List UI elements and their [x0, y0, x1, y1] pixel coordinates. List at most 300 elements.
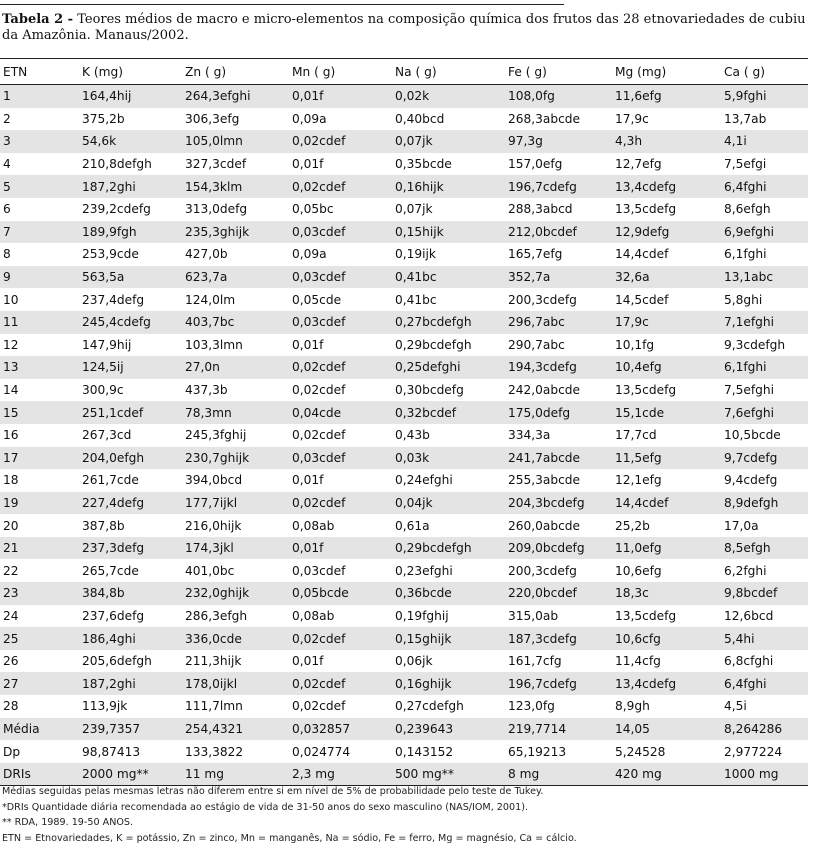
table-cell: 9,7cdefg	[721, 447, 808, 470]
table-cell: 200,3cdefg	[508, 292, 577, 307]
table-cell: 2,977224	[724, 744, 783, 759]
table-cell: 0,09a	[292, 247, 327, 262]
table-cell: 0,32bcdef	[392, 401, 505, 424]
table-cell: 12,7efg	[615, 157, 662, 172]
table-cell: 0,01f	[292, 654, 324, 669]
row-label-cell: 27	[0, 672, 79, 695]
table-cell: 6,9efghi	[721, 221, 808, 244]
table-cell: 0,02cdef	[292, 383, 346, 398]
table-cell: 6,4fghi	[721, 672, 808, 695]
table-cell: 174,3jkl	[182, 537, 289, 560]
table-cell: 336,0cde	[182, 627, 289, 650]
row-label-cell: 11	[0, 311, 79, 334]
table-cell: 97,3g	[505, 130, 612, 153]
table-cell: 11 mg	[182, 763, 289, 786]
table-cell: 5,8ghi	[724, 292, 763, 307]
table-cell: 175,0defg	[505, 401, 612, 424]
row-label-cell: DRIs	[0, 763, 79, 786]
table-cell: 313,0defg	[185, 202, 248, 217]
table-cell: 260,0abcde	[508, 518, 581, 533]
row-label-cell: 28	[3, 699, 19, 714]
table-cell: 13,5cdefg	[615, 383, 677, 398]
table-cell: 239,7357	[79, 718, 182, 741]
table-row	[0, 198, 808, 221]
table-cell: 212,0bcdef	[505, 221, 612, 244]
nutrient-table	[0, 58, 808, 786]
table-cell: 420 mg	[612, 763, 721, 786]
table-cell: 0,19ijk	[395, 247, 436, 262]
table-cell: 17,9c	[612, 311, 721, 334]
table-cell: 14,4cdef	[615, 247, 669, 262]
caption-label: Tabela 2 -	[2, 12, 74, 27]
table-row	[0, 718, 808, 741]
table-cell: 164,4hij	[79, 85, 182, 108]
table-row	[0, 627, 808, 650]
table-cell: 403,7bc	[182, 311, 289, 334]
table-cell: 245,3fghij	[185, 428, 247, 443]
table-cell: 0,27bcdefgh	[392, 311, 505, 334]
row-label-cell: 19	[0, 492, 79, 515]
table-caption	[2, 12, 812, 44]
table-cell: 0,143152	[395, 744, 454, 759]
table-cell: 623,7a	[182, 266, 289, 289]
table-cell: 189,9fgh	[79, 221, 182, 244]
table-cell: 290,7abc	[508, 337, 565, 352]
table-cell: 0,01f	[292, 473, 324, 488]
table-cell: 0,02cdef	[289, 627, 392, 650]
table-cell: 196,7cdefg	[505, 672, 612, 695]
table-cell: 2,3 mg	[289, 763, 392, 786]
table-cell: 11,5efg	[612, 447, 721, 470]
table-cell: 230,7ghijk	[182, 447, 289, 470]
table-cell: 209,0bcdefg	[505, 537, 612, 560]
table-cell: 196,7cdefg	[505, 175, 612, 198]
table-cell: 187,2ghi	[79, 672, 182, 695]
table-row	[0, 447, 808, 470]
table-cell: 8 mg	[505, 763, 612, 786]
column-header: Zn ( g)	[185, 64, 227, 79]
table-cell: 0,01f	[292, 157, 324, 172]
row-label-cell: 7	[0, 221, 79, 244]
table-cell: 0,02cdef	[289, 356, 392, 379]
table-cell: 17,9c	[615, 111, 649, 126]
table-cell: 211,3hijk	[185, 654, 242, 669]
table-cell: 177,7ijkl	[182, 492, 289, 515]
table-cell: 0,03cdef	[289, 221, 392, 244]
table-cell: 4,1i	[721, 130, 808, 153]
table-row	[0, 605, 808, 628]
table-cell: 5,9fghi	[721, 85, 808, 108]
table-cell: 0,16hijk	[392, 175, 505, 198]
table-cell: 187,2ghi	[79, 175, 182, 198]
table-cell: 267,3cd	[82, 428, 132, 443]
table-cell: 375,2b	[82, 111, 125, 126]
table-cell: 216,0hijk	[185, 518, 242, 533]
table-cell: 9,4cdefg	[724, 473, 778, 488]
table-cell: 0,41bc	[395, 292, 437, 307]
table-row	[0, 424, 808, 447]
table-cell: 563,5a	[79, 266, 182, 289]
table-cell: 235,3ghijk	[182, 221, 289, 244]
table-cell: 8,264286	[721, 718, 808, 741]
row-label-cell: 10	[3, 292, 19, 307]
table-cell: 0,02cdef	[289, 672, 392, 695]
table-cell: 11,4cfg	[615, 654, 661, 669]
table-cell: 0,02cdef	[289, 130, 392, 153]
table-cell: 0,06jk	[395, 654, 433, 669]
table-cell: 0,07jk	[392, 130, 505, 153]
table-row	[0, 379, 808, 402]
table-row	[0, 85, 808, 108]
table-cell: 0,30bcdefg	[395, 383, 464, 398]
table-cell: 6,8cfghi	[724, 654, 774, 669]
table-cell: 300,9c	[82, 383, 124, 398]
table-cell: 0,08ab	[292, 518, 335, 533]
table-cell: 6,4fghi	[721, 175, 808, 198]
table-cell: 154,3klm	[182, 175, 289, 198]
column-header: Fe ( g)	[508, 64, 547, 79]
table-cell: 2000 mg**	[79, 763, 182, 786]
table-cell: 0,61a	[395, 518, 430, 533]
table-cell: 0,03cdef	[289, 311, 392, 334]
table-cell: 394,0bcd	[185, 473, 243, 488]
table-header	[0, 59, 808, 85]
caption-text: Teores médios de macro e micro-elementos na composição química dos frutos das 28 etnovariedades de cubiu da Amazônia. Manaus/2002.	[2, 12, 806, 43]
row-label-cell: 1	[0, 85, 79, 108]
table-cell: 0,032857	[289, 718, 392, 741]
table-cell: 251,1cdef	[79, 401, 182, 424]
table-cell: 17,7cd	[615, 428, 657, 443]
table-cell: 239,2cdefg	[82, 202, 151, 217]
table-cell: 0,07jk	[395, 202, 433, 217]
table-body	[0, 85, 808, 786]
table-cell: 261,7cde	[82, 473, 139, 488]
table-cell: 7,5efghi	[724, 383, 775, 398]
table-cell: 186,4ghi	[79, 627, 182, 650]
table-cell: 124,0lm	[185, 292, 236, 307]
table-cell: 296,7abc	[505, 311, 612, 334]
table-cell: 11,6efg	[612, 85, 721, 108]
table-cell: 0,29bcdefgh	[395, 337, 472, 352]
footnote: Médias seguidas pelas mesmas letras não diferem entre si em nível de 5% de probabilidade pelo teste de Tukey.	[2, 786, 544, 797]
table-cell: 0,02cdef	[292, 428, 346, 443]
table-cell: 0,24efghi	[395, 473, 453, 488]
table-cell: 306,3efg	[185, 111, 240, 126]
row-label-cell: 2	[3, 111, 11, 126]
table-cell: 7,1efghi	[721, 311, 808, 334]
table-cell: 133,3822	[185, 744, 244, 759]
row-label-cell: 12	[3, 337, 19, 352]
table-cell: 255,3abcde	[508, 473, 581, 488]
table-cell: 241,7abcde	[505, 447, 612, 470]
table-cell: 4,5i	[724, 699, 747, 714]
table-cell: 13,5cdefg	[615, 608, 677, 623]
table-cell: 0,01f	[289, 537, 392, 560]
table-cell: 242,0abcde	[508, 383, 581, 398]
row-label-cell: 17	[0, 447, 79, 470]
row-label-cell: 25	[0, 627, 79, 650]
table-cell: 0,05bcde	[289, 582, 392, 605]
table-cell: 0,024774	[292, 744, 351, 759]
table-cell: 0,15hijk	[392, 221, 505, 244]
table-row	[0, 288, 808, 311]
table-cell: 12,9defg	[612, 221, 721, 244]
table-cell: 268,3abcde	[508, 111, 581, 126]
table-cell: 204,0efgh	[79, 447, 182, 470]
table-cell: 11,0efg	[612, 537, 721, 560]
table-cell: 9,8bcdef	[721, 582, 808, 605]
row-label-cell: 16	[3, 428, 19, 443]
table-cell: 265,7cde	[82, 563, 139, 578]
row-label-cell: 21	[0, 537, 79, 560]
table-row	[0, 582, 808, 605]
row-label-cell: Média	[0, 718, 79, 741]
row-label-cell: 5	[0, 175, 79, 198]
table-cell: 13,4cdefg	[612, 672, 721, 695]
table-cell: 123,0fg	[508, 699, 555, 714]
table-cell: 111,7lmn	[185, 699, 243, 714]
row-label-cell: 3	[0, 130, 79, 153]
table-cell: 0,41bc	[392, 266, 505, 289]
table-cell: 384,8b	[79, 582, 182, 605]
table-row	[0, 356, 808, 379]
table-row	[0, 469, 808, 492]
table-cell: 12,6bcd	[724, 608, 774, 623]
table-cell: 0,05bc	[292, 202, 334, 217]
table-row	[0, 650, 808, 673]
table-cell: 0,03k	[392, 447, 505, 470]
table-cell: 54,6k	[79, 130, 182, 153]
table-cell: 10,6cfg	[612, 627, 721, 650]
table-cell: 401,0bc	[185, 563, 235, 578]
table-cell: 220,0bcdef	[505, 582, 612, 605]
table-cell: 0,03cdef	[289, 447, 392, 470]
table-cell: 161,7cfg	[508, 654, 562, 669]
row-label-cell: 4	[3, 157, 11, 172]
row-label-cell: 13	[0, 356, 79, 379]
table-cell: 200,3cdefg	[508, 563, 577, 578]
header-row	[0, 59, 808, 85]
column-header: Na ( g)	[395, 64, 437, 79]
table-cell: 0,29bcdefgh	[392, 537, 505, 560]
table-cell: 14,05	[612, 718, 721, 741]
table-notes	[2, 784, 812, 846]
table-row	[0, 672, 808, 695]
table-cell: 0,04cde	[289, 401, 392, 424]
table-cell: 165,7efg	[508, 247, 563, 262]
row-label-cell: 8	[3, 247, 11, 262]
table-cell: 10,5bcde	[724, 428, 781, 443]
table-cell: 4,3h	[612, 130, 721, 153]
table-cell: 8,5efgh	[721, 537, 808, 560]
table-cell: 187,3cdefg	[505, 627, 612, 650]
table-cell: 194,3cdefg	[505, 356, 612, 379]
table-cell: 10,1fg	[615, 337, 655, 352]
table-cell: 13,1abc	[721, 266, 808, 289]
table-cell: 0,02cdef	[292, 699, 346, 714]
table-cell: 210,8defgh	[82, 157, 152, 172]
table-cell: 105,0lmn	[182, 130, 289, 153]
table-cell: 14,4cdef	[612, 492, 721, 515]
table-cell: 286,3efgh	[185, 608, 248, 623]
table-cell: 232,0ghijk	[182, 582, 289, 605]
table-cell: 103,3lmn	[185, 337, 243, 352]
column-header: Mn ( g)	[292, 64, 336, 79]
column-header: ETN	[3, 64, 28, 79]
table-cell: 108,0fg	[505, 85, 612, 108]
table-cell: 7,5efgi	[724, 157, 767, 172]
footnote: ** RDA, 1989. 19-50 ANOS.	[2, 817, 134, 829]
table-cell: 0,239643	[392, 718, 505, 741]
table-cell: 427,0b	[185, 247, 228, 262]
table-cell: 237,3defg	[79, 537, 182, 560]
table-cell: 0,03cdef	[292, 563, 346, 578]
table-cell: 0,01f	[292, 337, 324, 352]
table-cell: 0,03cdef	[289, 266, 392, 289]
table-row	[0, 130, 808, 153]
table-cell: 0,08ab	[292, 608, 335, 623]
table-cell: 14,5cdef	[615, 292, 669, 307]
table-cell: 10,6efg	[615, 563, 662, 578]
table-cell: 237,6defg	[82, 608, 145, 623]
row-label-cell: 20	[3, 518, 19, 533]
table-cell: 219,7714	[505, 718, 612, 741]
table-cell: 205,6defgh	[82, 654, 152, 669]
table-cell: 65,19213	[508, 744, 567, 759]
table-cell: 264,3efghi	[182, 85, 289, 108]
row-label-cell: 6	[3, 202, 11, 217]
table-cell: 78,3mn	[182, 401, 289, 424]
column-header: K (mg)	[82, 64, 123, 79]
table-cell: 0,19fghij	[395, 608, 449, 623]
table-cell: 0,25defghi	[392, 356, 505, 379]
table-cell: 0,09a	[292, 111, 327, 126]
table-row	[0, 153, 808, 176]
table-row	[0, 266, 808, 289]
table-cell: 32,6a	[612, 266, 721, 289]
table-cell: 227,4defg	[79, 492, 182, 515]
table-cell: 8,9defgh	[721, 492, 808, 515]
table-cell: 15,1cde	[612, 401, 721, 424]
table-cell: 315,0ab	[508, 608, 559, 623]
row-label-cell: 15	[0, 401, 79, 424]
table-cell: 18,3c	[612, 582, 721, 605]
table-cell: 178,0ijkl	[182, 672, 289, 695]
table-cell: 13,4cdefg	[612, 175, 721, 198]
table-cell: 12,1efg	[615, 473, 662, 488]
table-cell: 0,16ghijk	[392, 672, 505, 695]
top-rule	[0, 4, 564, 5]
table-cell: 13,5cdefg	[615, 202, 677, 217]
table-cell: 6,1fghi	[721, 356, 808, 379]
table-cell: 0,01f	[289, 85, 392, 108]
table-cell: 334,3a	[508, 428, 551, 443]
table-row	[0, 763, 808, 786]
table-cell: 0,40bcd	[395, 111, 445, 126]
table-cell: 500 mg**	[392, 763, 505, 786]
table-cell: 0,02k	[392, 85, 505, 108]
table-cell: 147,9hij	[82, 337, 132, 352]
table-row	[0, 221, 808, 244]
row-label-cell: 24	[3, 608, 19, 623]
footnote: ETN = Etnovariedades, K = potássio, Zn = zinco, Mn = manganês, Na = sódio, Fe = ferro, Mg = magnésio, Ca = cálcio.	[2, 832, 577, 844]
table-cell: 8,9gh	[615, 699, 650, 714]
footnote: *DRIs Quantidade diária recomendada ao estágio de vida de 31-50 anos do sexo masculino (NAS/IOM, 2001).	[2, 801, 529, 813]
table-cell: 5,24528	[615, 744, 666, 759]
table-cell: 253,9cde	[82, 247, 139, 262]
table-cell: 6,1fghi	[724, 247, 767, 262]
table-cell: 98,87413	[82, 744, 141, 759]
table-row	[0, 559, 808, 582]
table-cell: 10,4efg	[612, 356, 721, 379]
table-cell: 113,9jk	[82, 699, 128, 714]
table-cell: 0,35bcde	[395, 157, 452, 172]
row-label-cell: 18	[3, 473, 19, 488]
table-cell: 0,43b	[395, 428, 430, 443]
table-row	[0, 537, 808, 560]
table-cell: 437,3b	[185, 383, 228, 398]
table-row	[0, 695, 808, 718]
table-cell: 0,23efghi	[395, 563, 453, 578]
row-label-cell: 23	[0, 582, 79, 605]
table-cell: 0,36bcde	[392, 582, 505, 605]
table-cell: 6,2fghi	[724, 563, 767, 578]
table-cell: 0,05cde	[292, 292, 342, 307]
table-cell: 254,4321	[182, 718, 289, 741]
table-cell: 157,0efg	[508, 157, 563, 172]
table-cell: 0,27cdefgh	[395, 699, 464, 714]
table-row	[0, 311, 808, 334]
row-label-cell: 22	[3, 563, 19, 578]
table-cell: 9,3cdefgh	[724, 337, 786, 352]
table-row	[0, 492, 808, 515]
row-label-cell: 9	[0, 266, 79, 289]
table-cell: 8,6efgh	[724, 202, 771, 217]
table-cell: 0,15ghijk	[392, 627, 505, 650]
table-row	[0, 740, 808, 763]
table-row	[0, 401, 808, 424]
table-cell: 387,8b	[82, 518, 125, 533]
table-cell: 27,0n	[182, 356, 289, 379]
table-cell: 13,7ab	[724, 111, 767, 126]
table-row	[0, 175, 808, 198]
column-header: Ca ( g)	[724, 64, 765, 79]
table-cell: 17,0a	[724, 518, 759, 533]
table-row	[0, 108, 808, 131]
table-row	[0, 334, 808, 357]
table-cell: 204,3bcdefg	[505, 492, 612, 515]
table-cell: 327,3cdef	[185, 157, 247, 172]
table-cell: 288,3abcd	[508, 202, 573, 217]
table-cell: 245,4cdefg	[79, 311, 182, 334]
table-cell: 124,5ij	[79, 356, 182, 379]
row-label-cell: Dp	[3, 744, 21, 759]
table-cell: 352,7a	[505, 266, 612, 289]
table-cell: 237,4defg	[82, 292, 145, 307]
row-label-cell: 14	[3, 383, 19, 398]
table-cell: 0,04jk	[392, 492, 505, 515]
table-cell: 5,4hi	[721, 627, 808, 650]
table-row	[0, 243, 808, 266]
table-row	[0, 514, 808, 537]
table-cell: 1000 mg	[721, 763, 808, 786]
table-cell: 7,6efghi	[721, 401, 808, 424]
column-header: Mg (mg)	[615, 64, 667, 79]
table-cell: 0,02cdef	[289, 175, 392, 198]
table-cell: 0,02cdef	[289, 492, 392, 515]
table-cell: 25,2b	[615, 518, 650, 533]
row-label-cell: 26	[3, 654, 19, 669]
